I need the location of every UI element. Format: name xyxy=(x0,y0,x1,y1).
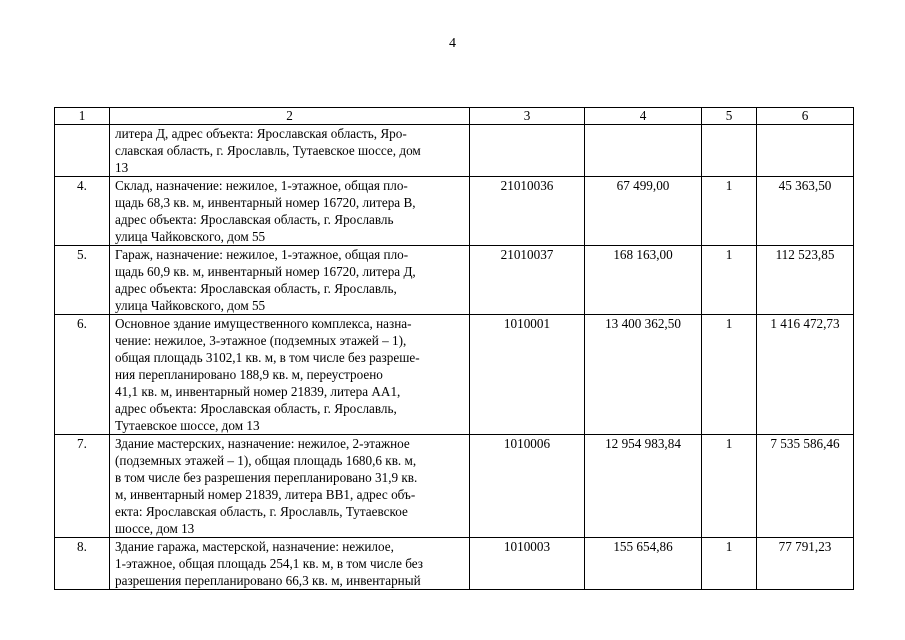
description-line: адрес объекта: Ярославская область, г. Ярославль, xyxy=(115,281,397,296)
description-line: шоссе, дом 13 xyxy=(115,521,195,536)
header-row xyxy=(55,108,854,125)
description-line: щадь 60,9 кв. м, инвентарный номер 16720, литера Д, xyxy=(115,264,416,279)
header-col-2: 2 xyxy=(110,108,470,125)
book-value: 168 163,00 xyxy=(585,246,702,315)
row-number xyxy=(55,125,110,177)
book-value: 67 499,00 xyxy=(585,177,702,246)
row-description xyxy=(110,125,470,177)
description-line: адрес объекта: Ярославская область, г. Ярославль xyxy=(115,212,394,227)
description-line: разрешения перепланировано 66,3 кв. м, инвентарный xyxy=(115,573,421,588)
quantity xyxy=(702,125,757,177)
description-line: Склад, назначение: нежилое, 1-этажное, общая пло- xyxy=(115,178,408,193)
description-line: Здание гаража, мастерской, назначение: нежилое, xyxy=(115,539,394,554)
row-description xyxy=(110,315,470,435)
residual-value xyxy=(757,125,854,177)
residual-value: 1 416 472,73 xyxy=(757,315,854,435)
property-table xyxy=(54,107,854,590)
inventory-code: 21010036 xyxy=(470,177,585,246)
header-col-4: 4 xyxy=(585,108,702,125)
description-line: Гараж, назначение: нежилое, 1-этажное, общая пло- xyxy=(115,247,409,262)
description-line: славская область, г. Ярославль, Тутаевское шоссе, дом xyxy=(115,143,421,158)
residual-value: 112 523,85 xyxy=(757,246,854,315)
description-line: в том числе без разрешения перепланировано 31,9 кв. xyxy=(115,470,418,485)
header-col-1: 1 xyxy=(55,108,110,125)
residual-value: 7 535 586,46 xyxy=(757,435,854,538)
row-description xyxy=(110,435,470,538)
description-line: литера Д, адрес объекта: Ярославская область, Яро- xyxy=(115,126,407,141)
book-value: 13 400 362,50 xyxy=(585,315,702,435)
description-line: улица Чайковского, дом 55 xyxy=(115,298,266,313)
description-line: екта: Ярославская область, г. Ярославль, Тутаевское xyxy=(115,504,408,519)
table-row xyxy=(55,246,854,315)
description-line: м, инвентарный номер 21839, литера ВВ1, адрес объ- xyxy=(115,487,416,502)
table-row xyxy=(55,538,854,590)
quantity: 1 xyxy=(702,246,757,315)
quantity: 1 xyxy=(702,177,757,246)
inventory-code xyxy=(470,125,585,177)
description-line: Тутаевское шоссе, дом 13 xyxy=(115,418,260,433)
description-line: 1-этажное, общая площадь 254,1 кв. м, в том числе без xyxy=(115,556,423,571)
description-line: чение: нежилое, 3-этажное (подземных этажей – 1), xyxy=(115,333,407,348)
header-col-5: 5 xyxy=(702,108,757,125)
description-line: Основное здание имущественного комплекса, назна- xyxy=(115,316,412,331)
page-number: 4 xyxy=(449,36,456,51)
row-description xyxy=(110,538,470,590)
book-value xyxy=(585,125,702,177)
quantity: 1 xyxy=(702,435,757,538)
table-row xyxy=(55,125,854,177)
quantity: 1 xyxy=(702,315,757,435)
row-number: 4. xyxy=(55,177,110,246)
table-row xyxy=(55,435,854,538)
inventory-code: 21010037 xyxy=(470,246,585,315)
description-line: (подземных этажей – 1), общая площадь 1680,6 кв. м, xyxy=(115,453,417,468)
table-row xyxy=(55,177,854,246)
description-line: общая площадь 3102,1 кв. м, в том числе без разреше- xyxy=(115,350,420,365)
description-line: ния перепланировано 188,9 кв. м, переустроено xyxy=(115,367,383,382)
inventory-code: 1010006 xyxy=(470,435,585,538)
description-line: адрес объекта: Ярославская область, г. Ярославль, xyxy=(115,401,397,416)
description-line: щадь 68,3 кв. м, инвентарный номер 16720, литера В, xyxy=(115,195,416,210)
row-description xyxy=(110,246,470,315)
header-col-3: 3 xyxy=(470,108,585,125)
description-line: 41,1 кв. м, инвентарный номер 21839, литера АА1, xyxy=(115,384,401,399)
residual-value: 77 791,23 xyxy=(757,538,854,590)
description-line: улица Чайковского, дом 55 xyxy=(115,229,266,244)
row-number: 8. xyxy=(55,538,110,590)
row-number: 6. xyxy=(55,315,110,435)
inventory-code: 1010003 xyxy=(470,538,585,590)
book-value: 12 954 983,84 xyxy=(585,435,702,538)
row-description xyxy=(110,177,470,246)
book-value: 155 654,86 xyxy=(585,538,702,590)
quantity: 1 xyxy=(702,538,757,590)
table-row xyxy=(55,315,854,435)
header-col-6: 6 xyxy=(757,108,854,125)
residual-value: 45 363,50 xyxy=(757,177,854,246)
description-line: Здание мастерских, назначение: нежилое, 2-этажное xyxy=(115,436,410,451)
inventory-code: 1010001 xyxy=(470,315,585,435)
description-line: 13 xyxy=(115,160,129,175)
row-number: 7. xyxy=(55,435,110,538)
row-number: 5. xyxy=(55,246,110,315)
